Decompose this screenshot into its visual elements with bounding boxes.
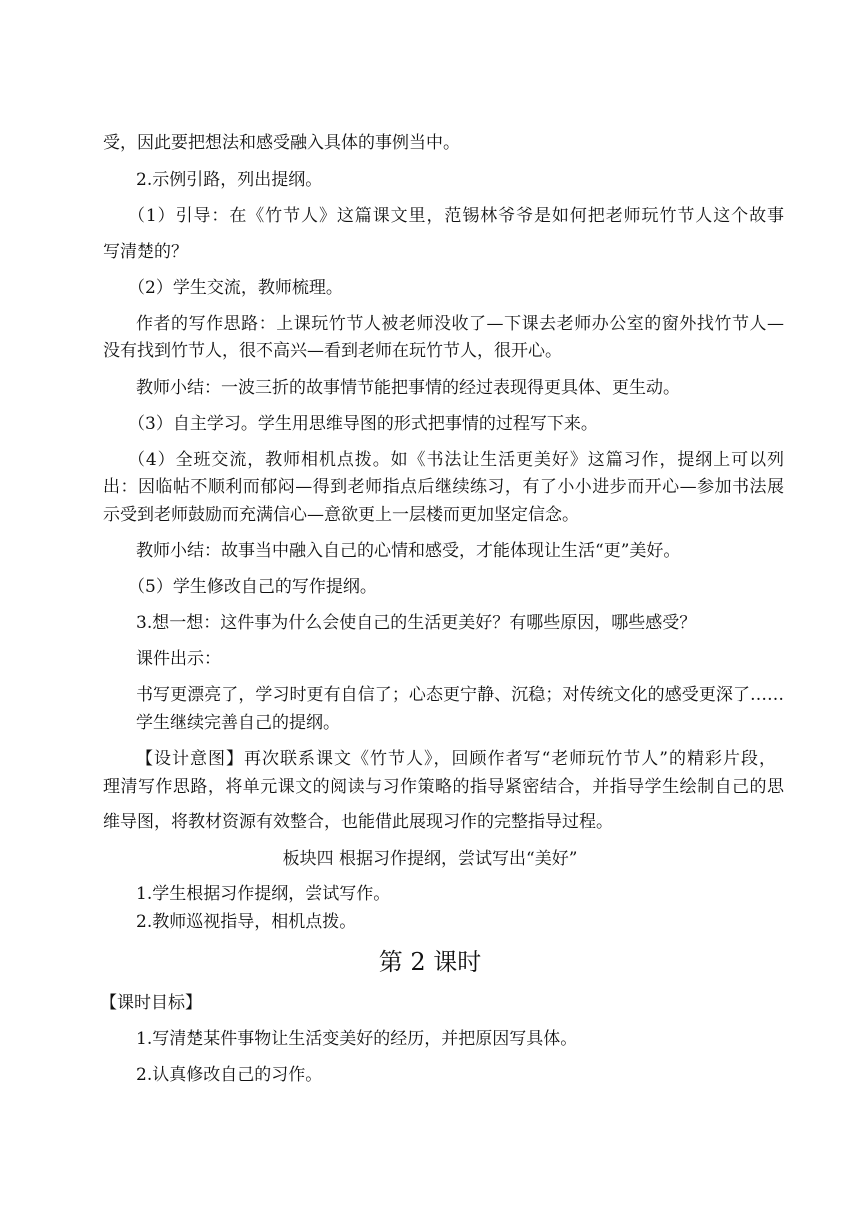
- lesson-title: 第 2 课时: [378, 948, 482, 976]
- paragraph-line: 书写更漂亮了，学习时更有自信了；心态更宁静、沉稳；对传统文化的感受更深了……: [136, 685, 784, 705]
- paragraph-line: （2）学生交流，教师梳理。: [128, 278, 343, 298]
- paragraph-line: 出：因临帖不顺利而郁闷—得到老师指点后继续练习，有了小小进步而开心—参加书法展: [103, 477, 784, 497]
- paragraph-line: 写清楚的？: [103, 242, 188, 262]
- list-item: 2.教师巡视指导，相机点拨。: [136, 912, 357, 932]
- paragraph-line: （4）全班交流，教师相机点拨。如《书法让生活更美好》这篇习作，提纲上可以列: [128, 450, 784, 470]
- paragraph-line: 教师小结：故事当中融入自己的心情和感受，才能体现让生活“更”美好。: [136, 541, 681, 561]
- paragraph-line: 学生继续完善自己的提纲。: [136, 713, 340, 733]
- paragraph-line: 教师小结：一波三折的故事情节能把事情的经过表现得更具体、更生动。: [136, 378, 680, 398]
- paragraph-line: （5）学生修改自己的写作提纲。: [128, 577, 377, 597]
- paragraph-line: 课件出示：: [136, 649, 221, 669]
- paragraph-line: 没有找到竹节人，很不高兴—看到老师在玩竹节人，很开心。: [103, 341, 562, 361]
- paragraph-line: 理清写作思路，将单元课文的阅读与习作策略的指导紧密结合，并指导学生绘制自己的思: [103, 777, 784, 797]
- list-item: 1.写清楚某件事物让生活变美好的经历，并把原因写具体。: [136, 1029, 578, 1049]
- list-item: 2.认真修改自己的习作。: [136, 1065, 323, 1085]
- section-heading: 板块四 根据习作提纲，尝试写出“美好”: [282, 849, 578, 869]
- design-intent-line: 【设计意图】再次联系课文《竹节人》，回顾作者写“老师玩竹节人”的精彩片段，: [136, 749, 776, 769]
- list-item: 1.学生根据习作提纲，尝试写作。: [136, 884, 391, 904]
- paragraph-line: 示受到老师鼓励而充满信心—意欲更上一层楼而更加坚定信念。: [103, 505, 579, 525]
- paragraph-line: 受，因此要把想法和感受融入具体的事例当中。: [103, 133, 460, 153]
- paragraph-line: （3）自主学习。学生用思维导图的形式把事情的过程写下来。: [128, 414, 598, 434]
- step-heading: 2.示例引路，列出提纲。: [136, 170, 323, 190]
- paragraph-line: 维导图，将教材资源有效整合，也能借此展现习作的完整指导过程。: [103, 812, 613, 832]
- objectives-heading: 【课时目标】: [100, 993, 202, 1013]
- paragraph-line: （1）引导：在《竹节人》这篇课文里，范锡林爷爷是如何把老师玩竹节人这个故事: [128, 206, 784, 226]
- paragraph-line: 作者的写作思路：上课玩竹节人被老师没收了—下课去老师办公室的窗外找竹节人—: [136, 314, 784, 334]
- step-heading: 3.想一想：这件事为什么会使自己的生活更美好？有哪些原因，哪些感受？: [136, 613, 697, 633]
